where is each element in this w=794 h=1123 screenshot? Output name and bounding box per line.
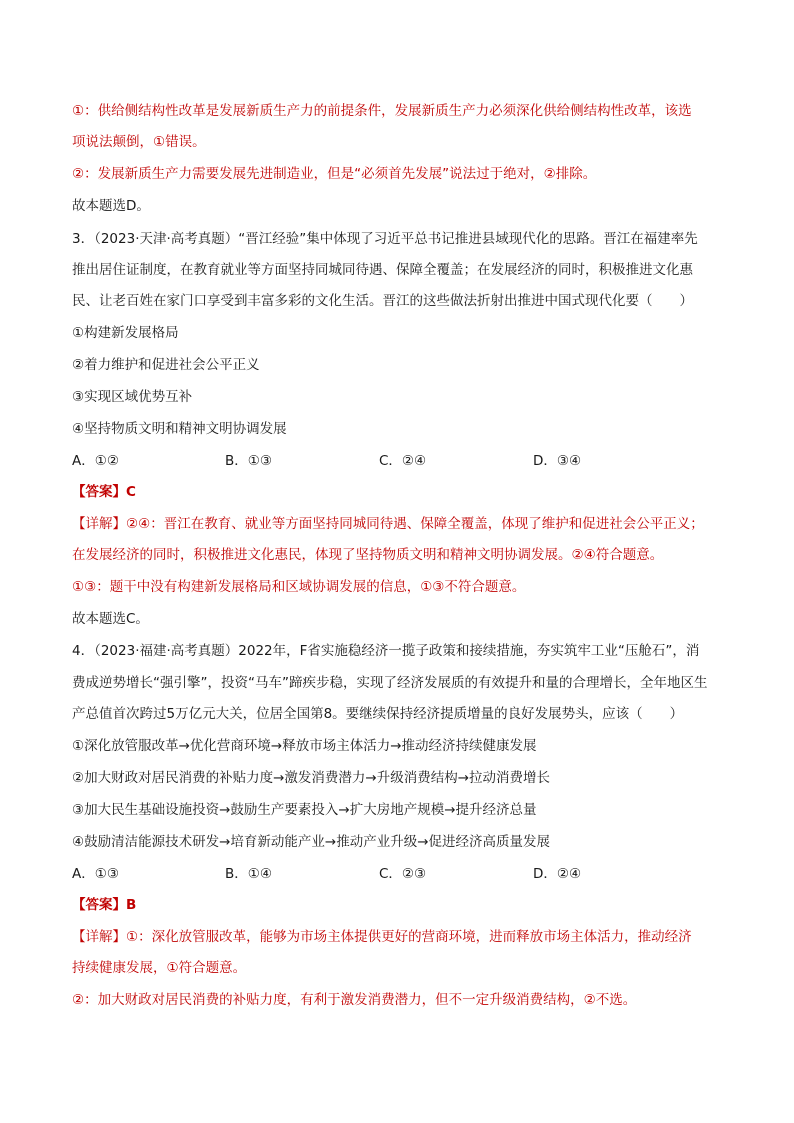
explanation-line: ①：供给侧结构性改革是发展新质生产力的前提条件，发展新质生产力必须深化供给侧结构性改革，该选 <box>72 103 692 119</box>
choice-item: ②着力维护和促进社会公平正义 <box>72 357 260 373</box>
option-a: A．①② <box>72 453 119 469</box>
choice-item: ①深化放管服改革→优化营商环境→释放市场主体活力→推动经济持续健康发展 <box>72 738 537 754</box>
option-c: C．②③ <box>379 866 427 882</box>
choice-item: ②加大财政对居民消费的补贴力度→激发消费潜力→升级消费结构→拉动消费增长 <box>72 770 551 786</box>
detail-line: 【详解】②④：晋江在教育、就业等方面坚持同城同待遇、保障全覆盖，体现了维护和促进社会公平正义； <box>72 516 704 532</box>
question-stem: 产总值首次跨过5万亿元大关，位居全国第8。要继续保持经济提质增量的良好发展势头，应该（ ） <box>72 706 684 722</box>
conclusion-line: 故本题选D。 <box>72 198 150 214</box>
explanation-line: 项说法颠倒，①错误。 <box>72 134 206 150</box>
option-c: C．②④ <box>379 453 427 469</box>
question-stem: 3．（2023·天津·高考真题）“晋江经验”集中体现了习近平总书记推进县域现代化的思路。晋江在福建率先 <box>72 231 698 247</box>
conclusion-line: 故本题选C。 <box>72 611 149 627</box>
option-d: D．②④ <box>533 866 582 882</box>
detail-line: 持续健康发展，①符合题意。 <box>72 960 247 976</box>
choice-item: ④鼓励清洁能源技术研发→培育新动能产业→推动产业升级→促进经济高质量发展 <box>72 834 551 850</box>
question-stem: 民、让老百姓在家门口享受到丰富多彩的文化生活。晋江的这些做法折射出推进中国式现代化要（ ） <box>72 293 693 309</box>
answer-options <box>72 864 732 884</box>
choice-item: ④坚持物质文明和精神文明协调发展 <box>72 421 287 437</box>
question-stem: 费成逆势增长“强引擎”，投资“马车”蹄疾步稳，实现了经济发展质的有效提升和量的合理增长，全年地区生 <box>72 675 708 691</box>
answer-label: 【答案】B <box>72 897 137 913</box>
answer-label: 【答案】C <box>72 484 136 500</box>
detail-line: 【详解】①：深化放管服改革，能够为市场主体提供更好的营商环境，进而释放市场主体活力，推动经济 <box>72 929 692 945</box>
detail-line: 在发展经济的同时，积极推进文化惠民，体现了坚持物质文明和精神文明协调发展。②④符合题意。 <box>72 547 664 563</box>
detail-line: ②：加大财政对居民消费的补贴力度，有利于激发消费潜力，但不一定升级消费结构，②不选。 <box>72 992 637 1008</box>
answer-options <box>72 451 732 471</box>
option-d: D．③④ <box>533 453 582 469</box>
option-a: A．①③ <box>72 866 119 882</box>
option-b: B．①③ <box>225 453 272 469</box>
option-b: B．①④ <box>225 866 272 882</box>
explanation-line: ②：发展新质生产力需要发展先进制造业，但是“必须首先发展”说法过于绝对，②排除。 <box>72 166 597 182</box>
question-stem: 4．（2023·福建·高考真题）2022年，F省实施稳经济一揽子政策和接续措施，夯实筑牢工业“压舱石”，消 <box>72 643 700 659</box>
choice-item: ③实现区域优势互补 <box>72 389 193 405</box>
choice-item: ③加大民生基础设施投资→鼓励生产要素投入→扩大房地产规模→提升经济总量 <box>72 802 537 818</box>
choice-item: ①构建新发展格局 <box>72 325 179 341</box>
question-stem: 推出居住证制度，在教育就业等方面坚持同城同待遇、保障全覆盖；在发展经济的同时，积极推进文化惠 <box>72 262 693 278</box>
detail-line: ①③：题干中没有构建新发展格局和区域协调发展的信息，①③不符合题意。 <box>72 579 526 595</box>
